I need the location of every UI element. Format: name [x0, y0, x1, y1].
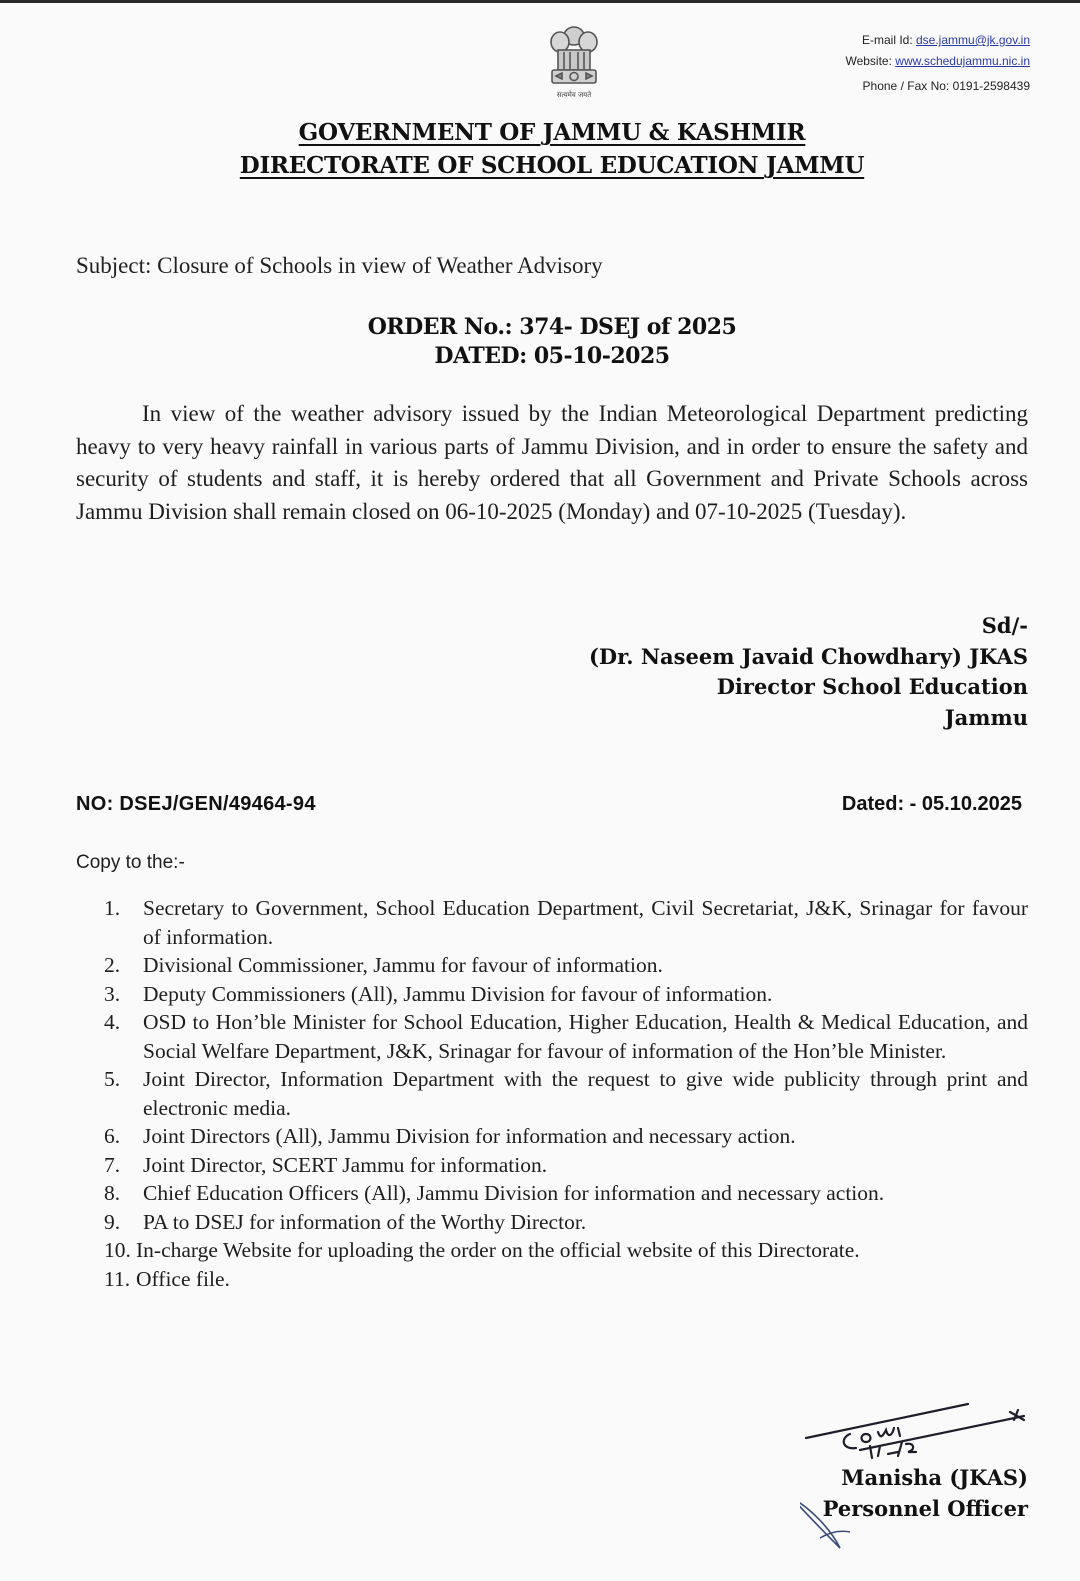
list-item: 4. OSD to Hon’ble Minister for School Education, Higher Education, Health & Medical Education, and Social Welfare Department, J&K, Srinagar for favour of information of the Hon’ble Minister.: [104, 1010, 1028, 1063]
website-label: Website:: [845, 54, 896, 68]
signatory-name: (Dr. Naseem Javaid Chowdhary) JKAS: [588, 643, 1028, 669]
list-item: 11. Office file.: [104, 1266, 230, 1291]
phone-fax: Phone / Fax No: 0191-2598439: [862, 79, 1030, 93]
email-label: E-mail Id:: [861, 33, 916, 47]
website-link[interactable]: www.schedujammu.nic.in: [895, 54, 1030, 68]
sd-mark: Sd/-: [981, 613, 1028, 638]
email-link[interactable]: dse.jammu@jk.gov.in: [916, 33, 1030, 47]
list-item: 8. Chief Education Officers (All), Jammu Division for information and necessary action.: [104, 1181, 885, 1205]
list-item: 5. Joint Director, Information Department with the request to give wide publicity through print and electronic media.: [104, 1067, 1028, 1120]
signatory-designation: Director School Education: [716, 674, 1028, 699]
signatory-place: Jammu: [944, 704, 1028, 730]
list-item: 3. Deputy Commissioners (All), Jammu Division for favour of information.: [104, 981, 773, 1006]
signatory-block: [589, 611, 1028, 733]
endorsement-name: Manisha (JKAS): [841, 1465, 1028, 1490]
list-item: 6. Joint Directors (All), Jammu Division for information and necessary action.: [104, 1124, 796, 1148]
list-item: 1. Secretary to Government, School Education Department, Civil Secretariat, J&K, Srinagar for favour of information.: [104, 896, 1028, 949]
order-body: In view of the weather advisory issued by the Indian Meteorological Department predicting heavy to very heavy rainfall in various parts of Jammu Division, and in order to ensure the safety and security of students and staff, it is hereby ordered that all Government and Private Schools across Jammu Division shall remain closed on 06-10-2025 (Monday) and 07-10-2025 (Tuesday).: [76, 401, 1028, 524]
government-title: GOVERNMENT OF JAMMU & KASHMIR: [298, 119, 806, 146]
website-row: [845, 51, 1030, 72]
reference-date: Dated: - 05.10.2025: [841, 793, 1022, 815]
directorate-title: DIRECTORATE OF SCHOOL EDUCATION JAMMU: [239, 152, 865, 179]
endorsement-designation: Personnel Officer: [822, 1496, 1028, 1521]
contact-info: [845, 30, 1030, 97]
list-item: 10. In-charge Website for uploading the order on the official website of this Directorate.: [104, 1238, 860, 1262]
subject-line: Subject: Closure of Schools in view of Weather Advisory: [76, 253, 603, 278]
email-row: [845, 30, 1030, 51]
order-number: ORDER No.: 374- DSEJ of 2025: [367, 314, 737, 340]
svg-text:सत्यमेव जयते: सत्यमेव जयते: [556, 91, 592, 99]
endorsement-block: [823, 1462, 1028, 1524]
list-item: 7. Joint Director, SCERT Jammu for information.: [104, 1152, 548, 1177]
national-emblem-icon: [538, 22, 610, 102]
copy-to-label: Copy to the:-: [76, 852, 185, 873]
copy-to-list: [104, 894, 1028, 1293]
order-document: [0, 3, 1080, 1581]
list-item: 9. PA to DSEJ for information of the Worthy Director.: [104, 1209, 587, 1234]
order-date: DATED: 05-10-2025: [434, 343, 670, 369]
list-item: 2. Divisional Commissioner, Jammu for favour of information.: [104, 953, 663, 977]
reference-number: NO: DSEJ/GEN/49464-94: [76, 793, 316, 815]
